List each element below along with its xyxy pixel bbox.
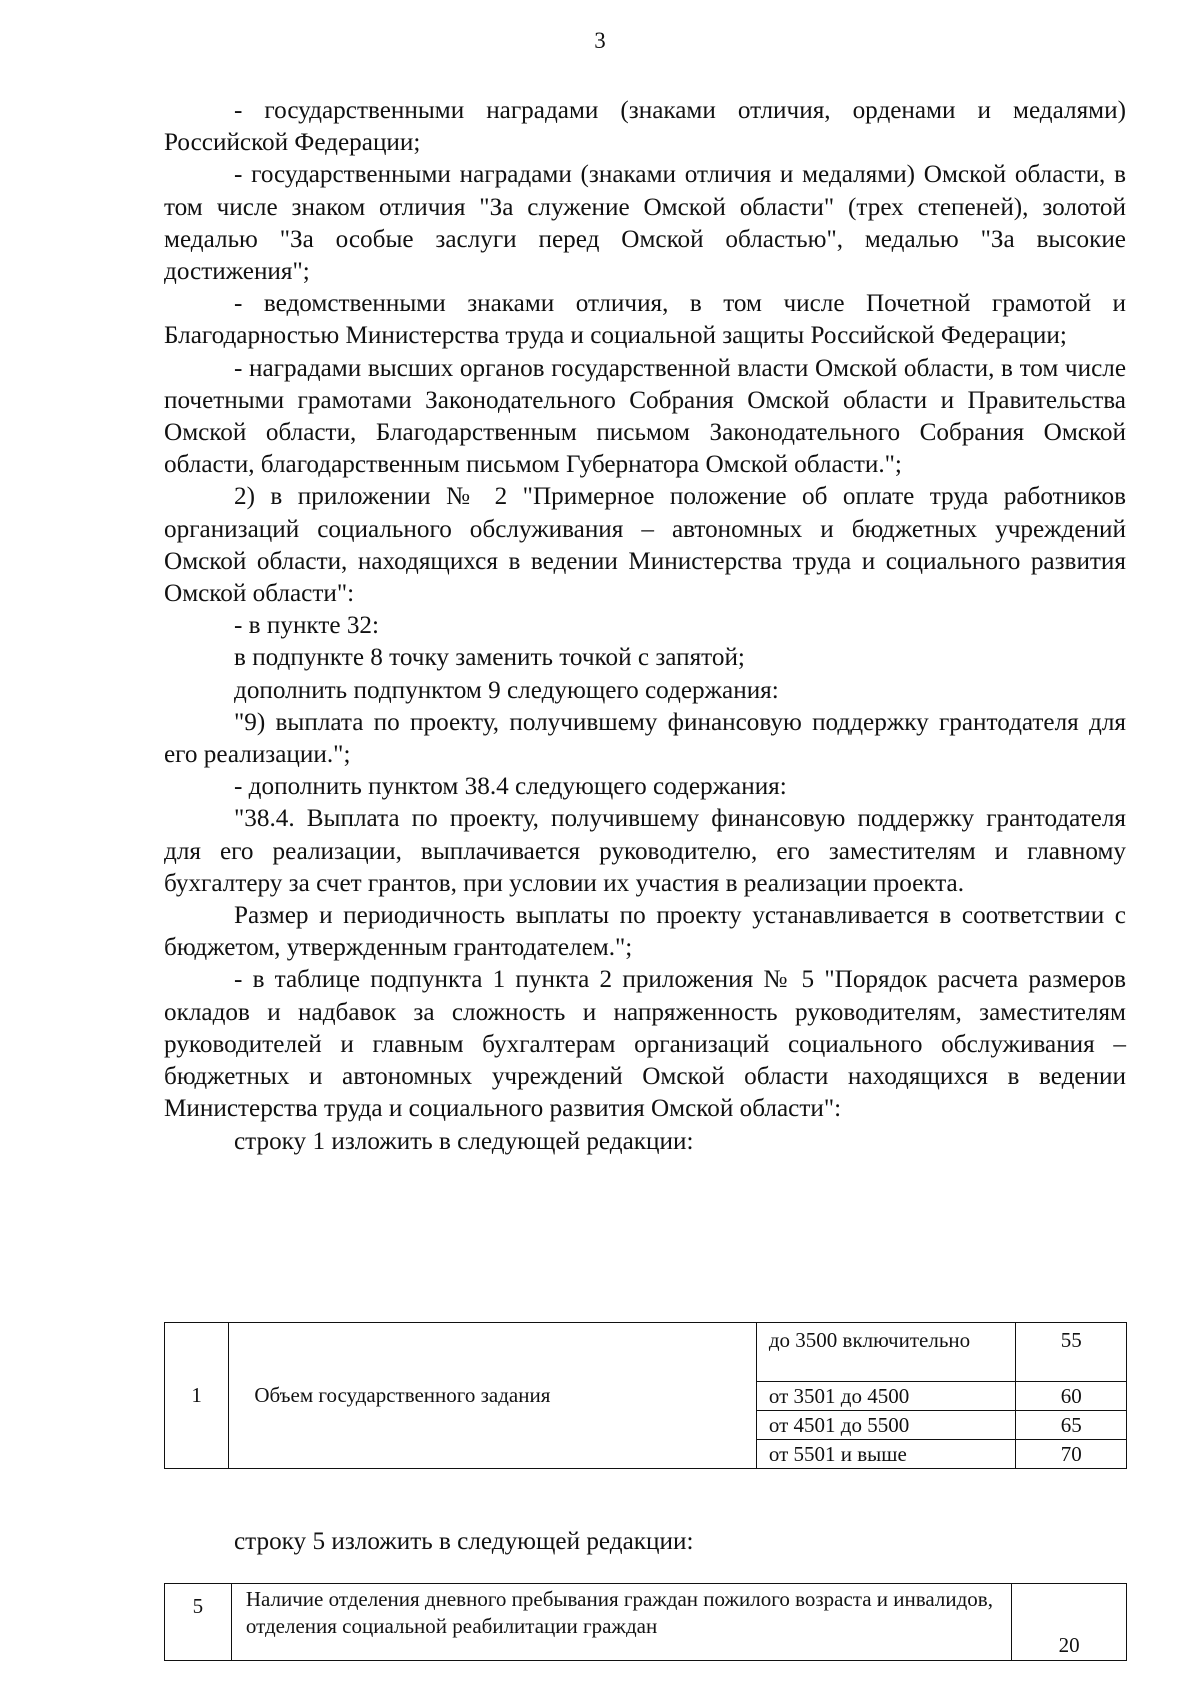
row-number: 5 <box>165 1584 232 1661</box>
page-number: 3 <box>594 28 606 53</box>
paragraph: строку 5 изложить в следующей редакции: <box>234 1528 694 1555</box>
indicator-name: Объем государственного задания <box>229 1323 757 1469</box>
paragraph: - в пункте 32: <box>234 612 380 640</box>
points-cell: 20 <box>1012 1584 1127 1661</box>
paragraph: 2) в приложении № 2 "Примерное положение об оплате труда работников организаций социального обслуживания – автономных и бюджетных учреждений Омской области, находящихся в ведении Министерства труда и социального развития Омской области": <box>164 483 1126 608</box>
points-cell: 55 <box>1016 1323 1127 1382</box>
paragraph: в подпункте 8 точку заменить точкой с запятой; <box>234 644 745 672</box>
points-cell: 60 <box>1016 1382 1127 1411</box>
paragraph: строку 1 изложить в следующей редакции: <box>234 1127 694 1155</box>
paragraph: дополнить подпунктом 9 следующего содержания: <box>234 676 779 704</box>
paragraph: - в таблице подпункта 1 пункта 2 приложения № 5 "Порядок расчета размеров окладов и надбавок за сложность и напряженность руководителям, заместителям руководителей и главным бухгалтерам организаций социального обслуживания – бюджетных и автономных учреждений Омской области находящихся в ведении Министерства труда и социального развития Омской области": <box>164 966 1126 1123</box>
table-row <box>165 1323 1127 1382</box>
range-cell: от 4501 до 5500 <box>756 1411 1016 1440</box>
paragraph: "9) выплата по проекту, получившему финансовую поддержку грантодателя для его реализации."; <box>164 708 1126 769</box>
table-row-1 <box>164 1322 1127 1469</box>
table-row <box>165 1584 1127 1661</box>
paragraph: Размер и периодичность выплаты по проекту устанавливается в соответствии с бюджетом, утвержденным грантодателем."; <box>164 902 1126 962</box>
row-number: 1 <box>165 1323 229 1469</box>
range-cell: от 3501 до 4500 <box>756 1382 1016 1411</box>
paragraph: "38.4. Выплата по проекту, получившему финансовую поддержку грантодателя для его реализации, выплачивается руководителю, его заместителям и главному бухгалтеру за счет грантов, при условии их участия в реализации проекта. <box>164 805 1126 897</box>
table-row-5 <box>164 1583 1127 1661</box>
paragraph: - государственными наградами (знаками отличия, орденами и медалями) Российской Федерации; <box>164 97 1126 157</box>
range-cell: от 5501 и выше <box>756 1440 1016 1469</box>
document-body <box>164 95 1126 1158</box>
indicator-description: Наличие отделения дневного пребывания граждан пожилого возраста и инвалидов, отделения социальной реабилитации граждан <box>231 1584 1011 1661</box>
points-cell: 65 <box>1016 1411 1127 1440</box>
paragraph: - наградами высших органов государственной власти Омской области, в том числе почетными грамотами Законодательного Собрания Омской области и Правительства Омской области, Благодарственным письмом Законодательного Собрания Омской области, благодарственным письмом Губернатора Омской области."; <box>164 354 1126 479</box>
paragraph: - ведомственными знаками отличия, в том числе Почетной грамотой и Благодарностью Министерства труда и социальной защиты Российской Федерации; <box>164 290 1126 350</box>
paragraph: - дополнить пунктом 38.4 следующего содержания: <box>234 773 787 801</box>
range-cell: до 3500 включительно <box>756 1323 1016 1382</box>
paragraph: - государственными наградами (знаками отличия и медалями) Омской области, в том числе знаком отличия "За служение Омской области" (трех степеней), золотой медалью "За особые заслуги перед Омской областью", медалью "За высокие достижения"; <box>164 161 1126 286</box>
points-cell: 70 <box>1016 1440 1127 1469</box>
